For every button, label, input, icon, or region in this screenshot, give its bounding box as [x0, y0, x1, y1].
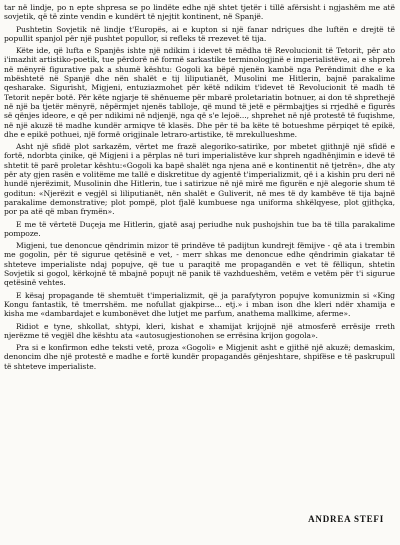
- article-paragraph: tar në lindje, po n epte shpresa se po lindëte edhe një shtet tjetër i tillë afërsisht i ngjashëm me atë sovjetik, që të zinte vendin e kundërt të njejtit kontinent, në Spanjë.: [4, 3, 395, 22]
- article-paragraph: Asht një sfidë plot sarkazëm, vërtet me frazë alegoriko-satirike, por mbetet gjithnjë një sfidë e fortë, ndorbta çinike, që Migjeni i a përplas në turi imperialistëve kur shpreh ngadhënjimin e idevë të shtetit të parë proletar kështu:«Gogoli ka bapë shalët nga njena anë e kontinentit në tjetrën», dhe aty për aty gjen rasën e volitëme me tallë e diskretitue dy agjentë t'imperializmit, që i a kishin pru deri në hundë njerëzimit, Musolinin dhe Hitlerin, tue i satirizue në një mirë me figurën e një alegorie shum të goditun: «Njerëzit e vegjël si liliputianët, nën shalët e Guliverit, në mes të dy kambëve të tija bajnë parakalime demonstrative; plot pompë, plot fjalë kumbuese nga uniforma shkëlqyese, plot gjithçka, por pa atë që mban frymën».: [4, 142, 395, 217]
- author-signature: ANDREA STEFI: [308, 514, 384, 524]
- article-paragraph: Pushtetin Sovjetik në lindje t'Europës, ai e kupton si një fanar ndriçues dhe luftën e drejtë të popullit spanjol për një pushtet popullor, si refleks të rrezevet të tija.: [4, 24, 395, 43]
- article-paragraph: E me të vërtetë Duçeja me Hitlerin, gjatë asaj periudhe nuk pushojshin tue ba të tilla parakalime pompoze.: [4, 219, 395, 238]
- article-paragraph: Ridiot e tyne, shkollat, shtypi, kleri, kishat e xhamijat krijojnë një atmosferë errësije rreth njerëzme të vegjël dhe kështu ata «autosugjestionohen se errësina krijon gogola».: [4, 321, 395, 340]
- article-paragraph: Migjeni, tue denoncue qëndrimin mizor të prindëve të padijtun kundrejt fëmijve - që ata i trembin me gogolin, për të sigurue qetësinë e vet, - merr shkas me denoncue edhe qëndrimin giakatar të shteteve imperialiste ndaj popujve, që tue u paraqitë me propagandën e vet të fëlliqun, shtetin Sovjetik si gogol, kërkojnë të mbajnë popujt në panik të vazhdueshëm, vetëm e vetëm për t'i sigurue qetësinë vehtes.: [4, 241, 395, 288]
- article-paragraph: Pra si e konfirmon edhe teksti vetë, proza «Gogoli» e Migjenit asht e gjithë një akuzë; demaskim, denoncim dhe një protestë e madhe e fortë kundër propagandës gënjeshtare, shpifëse e të paskrupull të shteteve imperialiste.: [4, 343, 395, 371]
- article-paragraph: E kësaj propagande të shemtuët t'imperializmit, që ja parafytyron popujve komunizmin si «King Kongu fantastik, të tmerrshëm. me nofullat gjakpirse... etj.» i mban ison dhe kleri ndër xhamija e kisha me «dambardajet e kumbonëvet dhe lutjet me parfum, anathema mallkime, aferme».: [4, 290, 395, 319]
- article-paragraph: Këte ide, që lufta e Spanjës ishte një ndikim i idevet të mëdha të Revolucionit të Tetorit, për ato i'imazhit artistiko-poetik, tue përdorë në formë sarkastike terminologjinë e imperialistëve, ai e shpreh në mënyrë figurative pak a shumë kështu: Gogoli ka bëpë njenën kambë nga Perëndimit dhe e ka mbështetë në Spanjë dhe nën shalët e tij liliputianët, Musolini me Hitlerin, bajnë parakalime qesharake. Sigurisht, Migjeni, entuziazmohet për këtë ndikim t'idevet të Revolucionit të madh të Tetorit nepër botë. Për këte ngjarje të shënueme për mbarë proletariatin botnuer, ai don të shprethejë në një ba tjetër mënyrë, nëpërmjet njenës tablloje, që mund të jetë e përmbajtjes si rrjedhë e figurës së qënjes ideore, e që per ndikimi në ndjenjë, nga që s'e lejoë..., shprehet në një protestë të fuqishme, në një akuzë të madhe kundër armiqve të klasës. Dhe për të ba këte të botueshme përpiqet të epikë, dhe e epikë pothuei, një formë origjinale letraro-artistike, të mrekullueshme.: [4, 46, 395, 139]
